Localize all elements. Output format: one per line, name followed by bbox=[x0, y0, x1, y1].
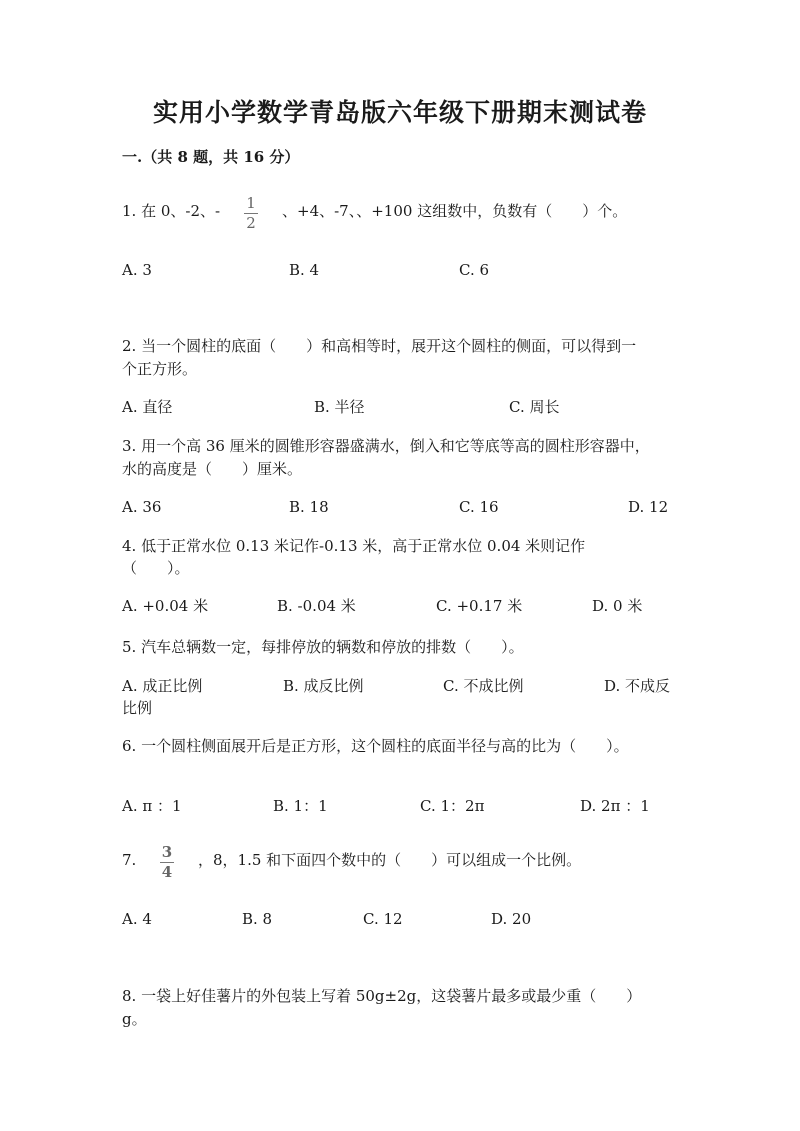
question-7-fraction bbox=[160, 845, 174, 880]
question-2-option-a[interactable]: A. 直径 bbox=[122, 398, 173, 416]
question-7-option-a[interactable]: A. 4 bbox=[122, 910, 152, 928]
question-7-option-b[interactable]: B. 8 bbox=[242, 910, 273, 928]
question-1-option-a[interactable]: A. 3 bbox=[122, 261, 152, 279]
question-1-fraction bbox=[244, 196, 258, 231]
question-7-suffix: ，8，1.5 和下面四个数中的（ ）可以组成一个比例。 bbox=[198, 851, 582, 869]
question-3-option-d[interactable]: D. 12 bbox=[628, 498, 669, 516]
section-heading: 一.（共 8 题，共 16 分） bbox=[122, 148, 300, 166]
question-5-text: 5. 汽车总辆数一定，每排停放的辆数和停放的排数（ ）。 bbox=[122, 638, 524, 656]
fraction-numerator: 1 bbox=[246, 194, 256, 212]
question-6-option-d[interactable]: D. 2π ：1 bbox=[580, 797, 650, 815]
question-5-option-c[interactable]: C. 不成比例 bbox=[443, 677, 524, 695]
question-3-option-a[interactable]: A. 36 bbox=[122, 498, 162, 516]
question-3-text-line-1: 3. 用一个高 36 厘米的圆锥形容器盛满水，倒入和它等底等高的圆柱形容器中， bbox=[122, 437, 650, 455]
page-title: 实用小学数学青岛版六年级下册期末测试卷 bbox=[152, 98, 647, 127]
fraction-numerator: 3 bbox=[161, 843, 173, 861]
fraction-denominator: 2 bbox=[246, 214, 256, 232]
question-7-prefix: 7. bbox=[122, 851, 137, 869]
question-4-option-a[interactable]: A. +0.04 米 bbox=[122, 597, 209, 615]
question-1-option-c[interactable]: C. 6 bbox=[459, 261, 490, 279]
question-2-option-c[interactable]: C. 周长 bbox=[509, 398, 560, 416]
question-4-option-d[interactable]: D. 0 米 bbox=[592, 597, 643, 615]
question-4-text-line-2: （ ）。 bbox=[122, 559, 190, 577]
question-4-option-b[interactable]: B. -0.04 米 bbox=[277, 597, 356, 615]
question-5-option-d-wrap: 比例 bbox=[122, 699, 153, 717]
question-3-option-b[interactable]: B. 18 bbox=[289, 498, 329, 516]
question-1-prefix: 1. 在 0、-2、- bbox=[122, 202, 221, 220]
question-2-text-line-1: 2. 当一个圆柱的底面（ ）和高相等时，展开这个圆柱的侧面，可以得到一 bbox=[122, 337, 637, 355]
question-4-option-c[interactable]: C. +0.17 米 bbox=[436, 597, 523, 615]
question-1-option-b[interactable]: B. 4 bbox=[289, 261, 320, 279]
question-6-text: 6. 一个圆柱侧面展开后是正方形，这个圆柱的底面半径与高的比为（ ）。 bbox=[122, 737, 629, 755]
question-5-option-a[interactable]: A. 成正比例 bbox=[122, 677, 203, 695]
question-5-option-d[interactable]: D. 不成反 bbox=[604, 677, 671, 695]
question-2-option-b[interactable]: B. 半径 bbox=[314, 398, 365, 416]
question-6-option-b[interactable]: B. 1：1 bbox=[273, 797, 328, 815]
question-3-option-c[interactable]: C. 16 bbox=[459, 498, 499, 516]
question-1-suffix: 、+4、-7、、+100 这组数中，负数有（ ）个。 bbox=[282, 202, 628, 220]
question-2-text-line-2: 个正方形。 bbox=[122, 360, 198, 378]
question-6-option-a[interactable]: A. π ：1 bbox=[122, 797, 182, 815]
question-7-option-d[interactable]: D. 20 bbox=[491, 910, 532, 928]
question-4-text-line-1: 4. 低于正常水位 0.13 米记作-0.13 米，高于正常水位 0.04 米则记作 bbox=[122, 537, 586, 555]
question-6-option-c[interactable]: C. 1：2π bbox=[420, 797, 485, 815]
fraction-denominator: 4 bbox=[161, 863, 173, 881]
question-8-text-line-1: 8. 一袋上好佳薯片的外包装上写着 50g±2g，这袋薯片最多或最少重（ ） bbox=[122, 987, 642, 1005]
question-8-text-line-2: g。 bbox=[122, 1010, 147, 1028]
question-5-option-b[interactable]: B. 成反比例 bbox=[283, 677, 364, 695]
question-7-option-c[interactable]: C. 12 bbox=[363, 910, 403, 928]
question-3-text-line-2: 水的高度是（ ）厘米。 bbox=[122, 460, 303, 478]
